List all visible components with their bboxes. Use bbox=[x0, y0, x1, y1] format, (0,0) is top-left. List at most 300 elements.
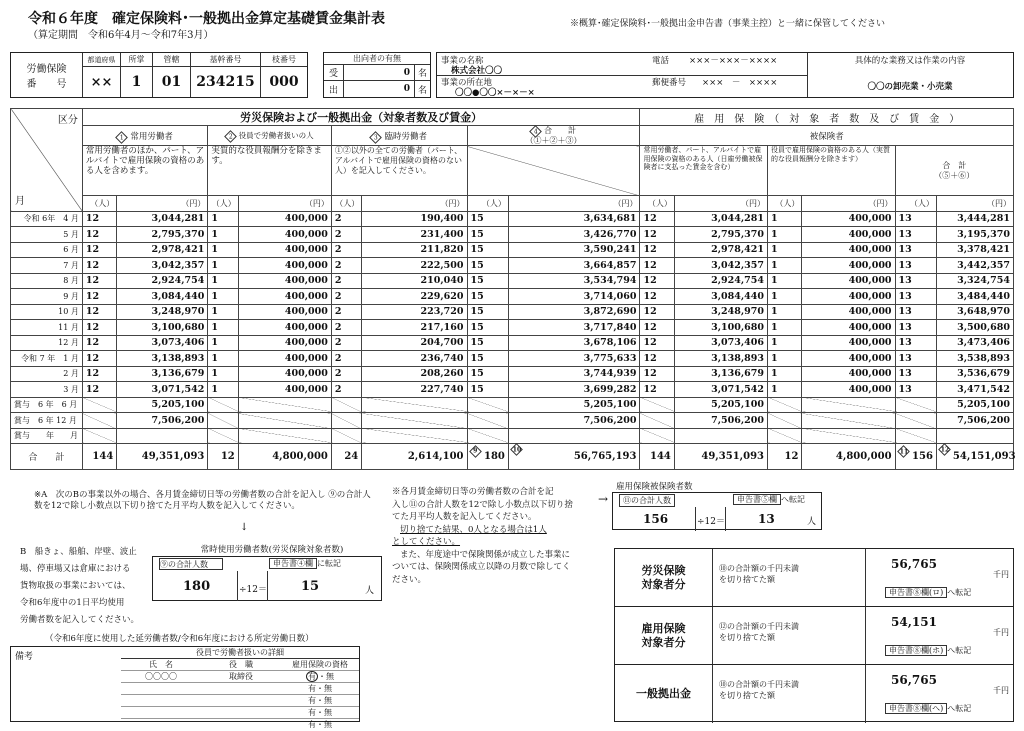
note-mid-line: ※各月賃金締切日等の労働者数の合計を記 bbox=[392, 487, 554, 497]
unit-yen: （円） bbox=[362, 196, 467, 212]
table-row bbox=[11, 258, 1014, 274]
col1-desc: 常用労働者のほか、パート、アルバイトで雇用保険の資格のある人を含めます。 bbox=[82, 146, 208, 196]
cell-g: 15 bbox=[467, 227, 508, 243]
cell-f: 236,740 bbox=[362, 351, 467, 367]
cell-h: 3,426,770 bbox=[508, 227, 640, 243]
officer-role bbox=[201, 683, 281, 695]
cell-f: 222,500 bbox=[362, 258, 467, 274]
cell-h: 3,699,282 bbox=[508, 382, 640, 398]
col3-desc: ①②以外の全ての労働者（パート、アルバイトで雇用保険の資格のない人）を記入してください。 bbox=[331, 146, 467, 196]
cell-a: 12 bbox=[82, 382, 116, 398]
cell-g: 15 bbox=[467, 335, 508, 351]
bonus-cell-h: 5,205,100 bbox=[508, 397, 640, 413]
blank-cell bbox=[640, 413, 674, 429]
cell-b: 2,795,370 bbox=[117, 227, 208, 243]
table-row bbox=[11, 242, 1014, 258]
summary-desc: ⑩の合計額の千円未満 を切り捨てた額 bbox=[719, 680, 799, 700]
cell-mm: 13 bbox=[895, 227, 936, 243]
cell-a: 12 bbox=[82, 258, 116, 274]
h-base: 基幹番号 bbox=[191, 53, 260, 67]
bonus-cell-n bbox=[936, 428, 1013, 444]
cell-l: 400,000 bbox=[802, 382, 895, 398]
cell-c: 1 bbox=[208, 227, 238, 243]
note-mid-line: ついては、保険関係成立以降の月数で除してく bbox=[392, 562, 571, 572]
total-cell-mm: 11 156 bbox=[895, 444, 936, 470]
joji-h1: ⑨の合計人数 bbox=[160, 560, 208, 569]
note-b2: （令和6年度に使用した延労働者数/令和6年度における所定労働日数） bbox=[45, 634, 314, 644]
rousai-title: 労災保険および一般拠出金（対象者数及び賃金） bbox=[82, 109, 640, 126]
officer-row bbox=[121, 719, 359, 731]
cell-mm: 13 bbox=[895, 335, 936, 351]
note-a: ※A 次のBの事業以外の場合、各月賃金締切日等の労働者数の合計を記入し ⑨の合計人数を12で除し小数点以下切り捨てた月平均人数を記入してください。 bbox=[34, 490, 371, 511]
cell-k: 1 bbox=[768, 320, 802, 336]
joji-div: ÷12＝ bbox=[239, 585, 267, 595]
blank-cell bbox=[895, 413, 936, 429]
officer-name: 〇〇〇〇 bbox=[121, 671, 201, 683]
cell-n: 3,442,357 bbox=[936, 258, 1013, 274]
cell-c: 1 bbox=[208, 273, 238, 289]
cell-h: 3,634,681 bbox=[508, 211, 640, 227]
cell-h: 3,714,060 bbox=[508, 289, 640, 305]
base-value: 234215 bbox=[196, 74, 255, 90]
col3-title: 臨時労働者 bbox=[384, 131, 427, 142]
bonus-cell-b bbox=[117, 428, 208, 444]
h-role: 役 職 bbox=[229, 660, 253, 669]
blank-cell bbox=[362, 413, 467, 429]
summary-dest2: へ転記 bbox=[947, 646, 972, 655]
cell-n: 3,473,406 bbox=[936, 335, 1013, 351]
cell-h: 3,744,939 bbox=[508, 366, 640, 382]
cell-k: 1 bbox=[768, 382, 802, 398]
blank-cell bbox=[362, 428, 467, 444]
blank-cell bbox=[208, 397, 238, 413]
unit-yen: （円） bbox=[117, 196, 208, 212]
bonus-cell-j: 7,506,200 bbox=[674, 413, 767, 429]
summary-unit: 千円 bbox=[993, 628, 1009, 637]
bonus-month-cell: 賞与 6 年 6 月 bbox=[11, 397, 83, 413]
note-mid-line: てた月平均人数を記入してください。 bbox=[392, 512, 537, 522]
blank-cell bbox=[331, 413, 361, 429]
cell-mm: 13 bbox=[895, 211, 936, 227]
cell-mm: 13 bbox=[895, 258, 936, 274]
note-b-line: 場、停車場又は倉庫における bbox=[20, 564, 131, 574]
bonus-row bbox=[11, 428, 1014, 444]
blank-cell bbox=[208, 428, 238, 444]
h-kan: 管轄 bbox=[153, 53, 190, 67]
kubun-header-cell bbox=[11, 109, 83, 212]
h-branch: 枝番号 bbox=[261, 53, 307, 67]
unit-person: （人） bbox=[208, 196, 238, 212]
total-cell-n: 12 54,151,093 bbox=[936, 444, 1013, 470]
cell-n: 3,324,754 bbox=[936, 273, 1013, 289]
unit-yen: （円） bbox=[238, 196, 331, 212]
col5-desc: 常用労働者、パート、アルバイトで雇用保険の資格のある人（日雇労働被保険者に支払った賃金を含む） bbox=[640, 146, 768, 196]
summary-desc: ⑫の合計額の千円未満 を切り捨てた額 bbox=[719, 622, 799, 642]
cell-i: 12 bbox=[640, 273, 674, 289]
month-cell: 6 月 bbox=[11, 242, 83, 258]
cell-k: 1 bbox=[768, 227, 802, 243]
cell-mm: 13 bbox=[895, 351, 936, 367]
month-cell: 令和 6年 4 月 bbox=[11, 211, 83, 227]
cell-d: 400,000 bbox=[238, 304, 331, 320]
cell-h: 3,872,690 bbox=[508, 304, 640, 320]
officer-row bbox=[121, 683, 359, 695]
unit-person: （人） bbox=[640, 196, 674, 212]
cell-h: 3,678,106 bbox=[508, 335, 640, 351]
cell-f: 211,820 bbox=[362, 242, 467, 258]
officer-qual: 有・無 bbox=[281, 695, 359, 707]
total-cell-i: 144 bbox=[640, 444, 674, 470]
ids-label: 労働保険 番 号 bbox=[11, 53, 83, 97]
total-label: 合 計 bbox=[11, 444, 83, 470]
officer-role bbox=[201, 719, 281, 731]
cell-l: 400,000 bbox=[802, 258, 895, 274]
unit-person: （人） bbox=[895, 196, 936, 212]
officer-qual: 有・無 bbox=[281, 683, 359, 695]
note-b-line: 貨物取扱の事業においては、 bbox=[20, 581, 131, 591]
joji-v1: 180 bbox=[183, 579, 211, 594]
kubun-label: 区分 bbox=[57, 115, 78, 126]
month-cell: 9 月 bbox=[11, 289, 83, 305]
cell-j: 3,138,893 bbox=[674, 351, 767, 367]
content-value: 〇〇の卸売業・小売業 bbox=[867, 82, 953, 92]
col7-formula: （⑤＋⑥） bbox=[934, 170, 975, 180]
cell-l: 400,000 bbox=[802, 242, 895, 258]
kan-value: 01 bbox=[161, 74, 182, 90]
cell-b: 3,073,406 bbox=[117, 335, 208, 351]
blank-cell bbox=[82, 413, 116, 429]
business-info bbox=[436, 52, 1014, 98]
note-mid-line: また、年度途中で保険関係が成立した事業に bbox=[400, 549, 571, 560]
note-mid-line: としてください。 bbox=[392, 537, 461, 547]
summary-value: 56,765 bbox=[891, 673, 937, 687]
cell-d: 400,000 bbox=[238, 366, 331, 382]
koyou-div: ÷12＝ bbox=[697, 517, 725, 527]
cell-e: 2 bbox=[331, 304, 361, 320]
cell-f: 223,720 bbox=[362, 304, 467, 320]
unit-yen: （円） bbox=[802, 196, 895, 212]
cell-n: 3,536,679 bbox=[936, 366, 1013, 382]
total-cell-d: 4,800,000 bbox=[238, 444, 331, 470]
joji-unit: 人 bbox=[365, 586, 375, 596]
cell-c: 1 bbox=[208, 335, 238, 351]
pref-value: ×× bbox=[90, 74, 113, 90]
blank-cell bbox=[467, 397, 508, 413]
table-row bbox=[11, 366, 1014, 382]
cell-d: 400,000 bbox=[238, 351, 331, 367]
cell-g: 15 bbox=[467, 304, 508, 320]
cell-h: 3,664,857 bbox=[508, 258, 640, 274]
cell-l: 400,000 bbox=[802, 366, 895, 382]
cell-j: 3,071,542 bbox=[674, 382, 767, 398]
month-cell: 11 月 bbox=[11, 320, 83, 336]
total-cell-j: 49,351,093 bbox=[674, 444, 767, 470]
cell-e: 2 bbox=[331, 320, 361, 336]
table-row bbox=[11, 304, 1014, 320]
summary-row bbox=[615, 607, 1013, 665]
total-cell-a: 144 bbox=[82, 444, 116, 470]
cell-e: 2 bbox=[331, 227, 361, 243]
col4-formula: （①＋②＋③） bbox=[525, 136, 582, 145]
unit-person: （人） bbox=[467, 196, 508, 212]
cell-a: 12 bbox=[82, 304, 116, 320]
summary-dest2: へ転記 bbox=[947, 704, 972, 713]
cell-g: 15 bbox=[467, 289, 508, 305]
officer-name bbox=[121, 683, 201, 695]
summary-label: 労災保険 対象者分 bbox=[615, 549, 713, 606]
cell-n: 3,444,281 bbox=[936, 211, 1013, 227]
cell-j: 3,042,357 bbox=[674, 258, 767, 274]
cell-mm: 13 bbox=[895, 320, 936, 336]
tel-label: 電話 bbox=[652, 56, 670, 66]
cell-d: 400,000 bbox=[238, 227, 331, 243]
cell-d: 400,000 bbox=[238, 211, 331, 227]
summary-dest: 申告書⑧欄(ロ) bbox=[885, 587, 947, 598]
cell-g: 15 bbox=[467, 366, 508, 382]
cell-g: 15 bbox=[467, 258, 508, 274]
cell-e: 2 bbox=[331, 242, 361, 258]
month-cell: 12 月 bbox=[11, 335, 83, 351]
cell-mm: 13 bbox=[895, 242, 936, 258]
summary-dest2: へ転記 bbox=[947, 588, 972, 597]
month-cell: 3 月 bbox=[11, 382, 83, 398]
summary-dest: 申告書⑧欄(ヘ) bbox=[885, 703, 947, 714]
cell-c: 1 bbox=[208, 351, 238, 367]
cell-mm: 13 bbox=[895, 273, 936, 289]
cell-i: 12 bbox=[640, 366, 674, 382]
cell-i: 12 bbox=[640, 382, 674, 398]
cell-a: 12 bbox=[82, 320, 116, 336]
koyou-h2b: へ転記 bbox=[781, 495, 805, 504]
bonus-month-cell: 賞与 6 年 12 月 bbox=[11, 413, 83, 429]
cell-l: 400,000 bbox=[802, 211, 895, 227]
blank-cell bbox=[768, 397, 802, 413]
cell-k: 1 bbox=[768, 351, 802, 367]
koyou-unit: 人 bbox=[807, 517, 817, 527]
cell-j: 2,924,754 bbox=[674, 273, 767, 289]
table-row bbox=[11, 227, 1014, 243]
summary-unit: 千円 bbox=[993, 570, 1009, 579]
cell-e: 2 bbox=[331, 289, 361, 305]
tel-value: ×××－×××－×××× bbox=[689, 56, 778, 66]
table-row bbox=[11, 335, 1014, 351]
cell-a: 12 bbox=[82, 366, 116, 382]
cell-h: 3,590,241 bbox=[508, 242, 640, 258]
officer-role bbox=[201, 695, 281, 707]
total-cell-g: 9 180 bbox=[467, 444, 508, 470]
note-b-line: 労働者数を記入してください。 bbox=[20, 615, 140, 625]
cell-j: 2,795,370 bbox=[674, 227, 767, 243]
unit-yen: （円） bbox=[508, 196, 640, 212]
cell-k: 1 bbox=[768, 304, 802, 320]
cell-n: 3,648,970 bbox=[936, 304, 1013, 320]
month-cell: 2 月 bbox=[11, 366, 83, 382]
col7-title: 合 計 bbox=[942, 160, 967, 170]
col4-title: 合 計 bbox=[544, 126, 576, 135]
h-office: 所掌 bbox=[121, 53, 152, 67]
blank-cell bbox=[82, 397, 116, 413]
cell-h: 3,534,794 bbox=[508, 273, 640, 289]
cell-b: 2,924,754 bbox=[117, 273, 208, 289]
officer-title: 役員で労働者扱いの詳細 bbox=[121, 647, 359, 659]
cell-i: 12 bbox=[640, 211, 674, 227]
total-cell-c: 12 bbox=[208, 444, 238, 470]
unit-yen: （円） bbox=[674, 196, 767, 212]
blank-cell bbox=[640, 397, 674, 413]
cell-a: 12 bbox=[82, 227, 116, 243]
in-label: 受 bbox=[324, 65, 344, 80]
cell-j: 3,136,679 bbox=[674, 366, 767, 382]
cell-n: 3,500,680 bbox=[936, 320, 1013, 336]
note-b-line: B 船きょ、船舶、岸壁、波止 bbox=[20, 547, 137, 557]
arrow-down: ↓ bbox=[240, 522, 249, 533]
note-mid-line: 入し⑪の合計人数を12で除し小数点以下切り捨 bbox=[392, 499, 573, 510]
bonus-month-cell: 賞与 年 月 bbox=[11, 428, 83, 444]
cell-f: 231,400 bbox=[362, 227, 467, 243]
unit-person: （人） bbox=[331, 196, 361, 212]
h-name: 氏 名 bbox=[149, 660, 173, 669]
note-b bbox=[20, 544, 139, 629]
officer-row bbox=[121, 695, 359, 707]
h-pref: 都道府県 bbox=[83, 53, 120, 67]
cell-b: 3,136,679 bbox=[117, 366, 208, 382]
officer-row bbox=[121, 671, 359, 683]
cell-g: 15 bbox=[467, 211, 508, 227]
remarks-label: 備考 bbox=[15, 652, 34, 662]
cell-a: 12 bbox=[82, 242, 116, 258]
cell-g: 15 bbox=[467, 273, 508, 289]
officer-name bbox=[121, 695, 201, 707]
cell-f: 229,620 bbox=[362, 289, 467, 305]
cell-c: 1 bbox=[208, 382, 238, 398]
total-cell-f: 2,614,100 bbox=[362, 444, 467, 470]
cell-b: 3,084,440 bbox=[117, 289, 208, 305]
cell-e: 2 bbox=[331, 273, 361, 289]
cell-j: 3,248,970 bbox=[674, 304, 767, 320]
cell-j: 3,084,440 bbox=[674, 289, 767, 305]
joji-v2: 15 bbox=[301, 579, 320, 594]
blank-cell bbox=[331, 397, 361, 413]
officer-qual: 有・無 bbox=[281, 707, 359, 719]
blank-cell bbox=[768, 428, 802, 444]
cell-k: 1 bbox=[768, 211, 802, 227]
month-cell: 令和 7 年 1 月 bbox=[11, 351, 83, 367]
koyou-h1: ⑪の合計人数 bbox=[619, 494, 675, 507]
cell-h: 3,775,633 bbox=[508, 351, 640, 367]
blank-cell bbox=[895, 397, 936, 413]
cell-l: 400,000 bbox=[802, 227, 895, 243]
koyou-count-title: 雇用保険被保険者数 bbox=[616, 482, 693, 492]
col2-title: 役員で労働者扱いの人 bbox=[238, 130, 314, 140]
cell-l: 400,000 bbox=[802, 320, 895, 336]
cell-j: 2,978,421 bbox=[674, 242, 767, 258]
summary-label: 雇用保険 対象者分 bbox=[615, 607, 713, 664]
note-mid-line: 切り捨てた結果、0人となる場合は1人 bbox=[400, 524, 547, 535]
cell-mm: 13 bbox=[895, 382, 936, 398]
cell-e: 2 bbox=[331, 335, 361, 351]
officer-name bbox=[121, 707, 201, 719]
blank-cell bbox=[802, 428, 895, 444]
cell-e: 2 bbox=[331, 351, 361, 367]
bonus-cell-h: 7,506,200 bbox=[508, 413, 640, 429]
cell-k: 1 bbox=[768, 289, 802, 305]
blank-cell bbox=[208, 413, 238, 429]
cell-j: 3,044,281 bbox=[674, 211, 767, 227]
biz-name-label: 事業の名称 bbox=[441, 56, 484, 66]
cell-i: 12 bbox=[640, 320, 674, 336]
cell-c: 1 bbox=[208, 211, 238, 227]
blank-cell bbox=[238, 413, 331, 429]
total-row bbox=[11, 444, 1014, 470]
table-row bbox=[11, 211, 1014, 227]
officer-qual: 有 ・無 bbox=[281, 671, 359, 683]
cell-k: 1 bbox=[768, 242, 802, 258]
cell-d: 400,000 bbox=[238, 273, 331, 289]
cell-mm: 13 bbox=[895, 366, 936, 382]
cell-d: 400,000 bbox=[238, 335, 331, 351]
table-row bbox=[11, 273, 1014, 289]
joji-h2b: に転記 bbox=[317, 559, 341, 568]
cell-c: 1 bbox=[208, 320, 238, 336]
officer-row bbox=[121, 707, 359, 719]
cell-a: 12 bbox=[82, 351, 116, 367]
summary-unit: 千円 bbox=[993, 686, 1009, 695]
cell-j: 3,073,406 bbox=[674, 335, 767, 351]
cell-i: 12 bbox=[640, 351, 674, 367]
cell-f: 190,400 bbox=[362, 211, 467, 227]
cell-b: 3,248,970 bbox=[117, 304, 208, 320]
cell-a: 12 bbox=[82, 335, 116, 351]
cell-e: 2 bbox=[331, 258, 361, 274]
cell-n: 3,484,440 bbox=[936, 289, 1013, 305]
biz-name: 株式会社〇〇 bbox=[451, 66, 503, 76]
note-mid bbox=[392, 486, 597, 586]
koyou-v2: 13 bbox=[758, 512, 775, 526]
cell-b: 3,100,680 bbox=[117, 320, 208, 336]
cell-n: 3,471,542 bbox=[936, 382, 1013, 398]
total-cell-k: 12 bbox=[768, 444, 802, 470]
cell-k: 1 bbox=[768, 273, 802, 289]
month-cell: 5 月 bbox=[11, 227, 83, 243]
cell-h: 3,717,840 bbox=[508, 320, 640, 336]
blank-cell bbox=[467, 413, 508, 429]
bonus-cell-j: 5,205,100 bbox=[674, 397, 767, 413]
secondment-title: 出向者の有無 bbox=[324, 53, 430, 65]
content-label: 具体的な業務又は作業の内容 bbox=[854, 56, 966, 66]
unit-person: （人） bbox=[82, 196, 116, 212]
cell-n: 3,195,370 bbox=[936, 227, 1013, 243]
bonus-row bbox=[11, 413, 1014, 429]
unit-yen: （円） bbox=[936, 196, 1013, 212]
cell-l: 400,000 bbox=[802, 273, 895, 289]
cell-b: 2,978,421 bbox=[117, 242, 208, 258]
cell-d: 400,000 bbox=[238, 242, 331, 258]
blank-cell bbox=[238, 428, 331, 444]
cell-i: 12 bbox=[640, 289, 674, 305]
cell-f: 217,160 bbox=[362, 320, 467, 336]
bonus-cell-b: 7,506,200 bbox=[117, 413, 208, 429]
branch-value: 000 bbox=[269, 74, 299, 90]
blank-cell bbox=[640, 428, 674, 444]
cell-l: 400,000 bbox=[802, 335, 895, 351]
officer-role: 取締役 bbox=[201, 671, 281, 683]
cell-a: 12 bbox=[82, 211, 116, 227]
cell-c: 1 bbox=[208, 258, 238, 274]
cell-f: 208,260 bbox=[362, 366, 467, 382]
cell-d: 400,000 bbox=[238, 289, 331, 305]
joji-box bbox=[152, 556, 382, 601]
summary-label: 一般拠出金 bbox=[615, 665, 713, 723]
